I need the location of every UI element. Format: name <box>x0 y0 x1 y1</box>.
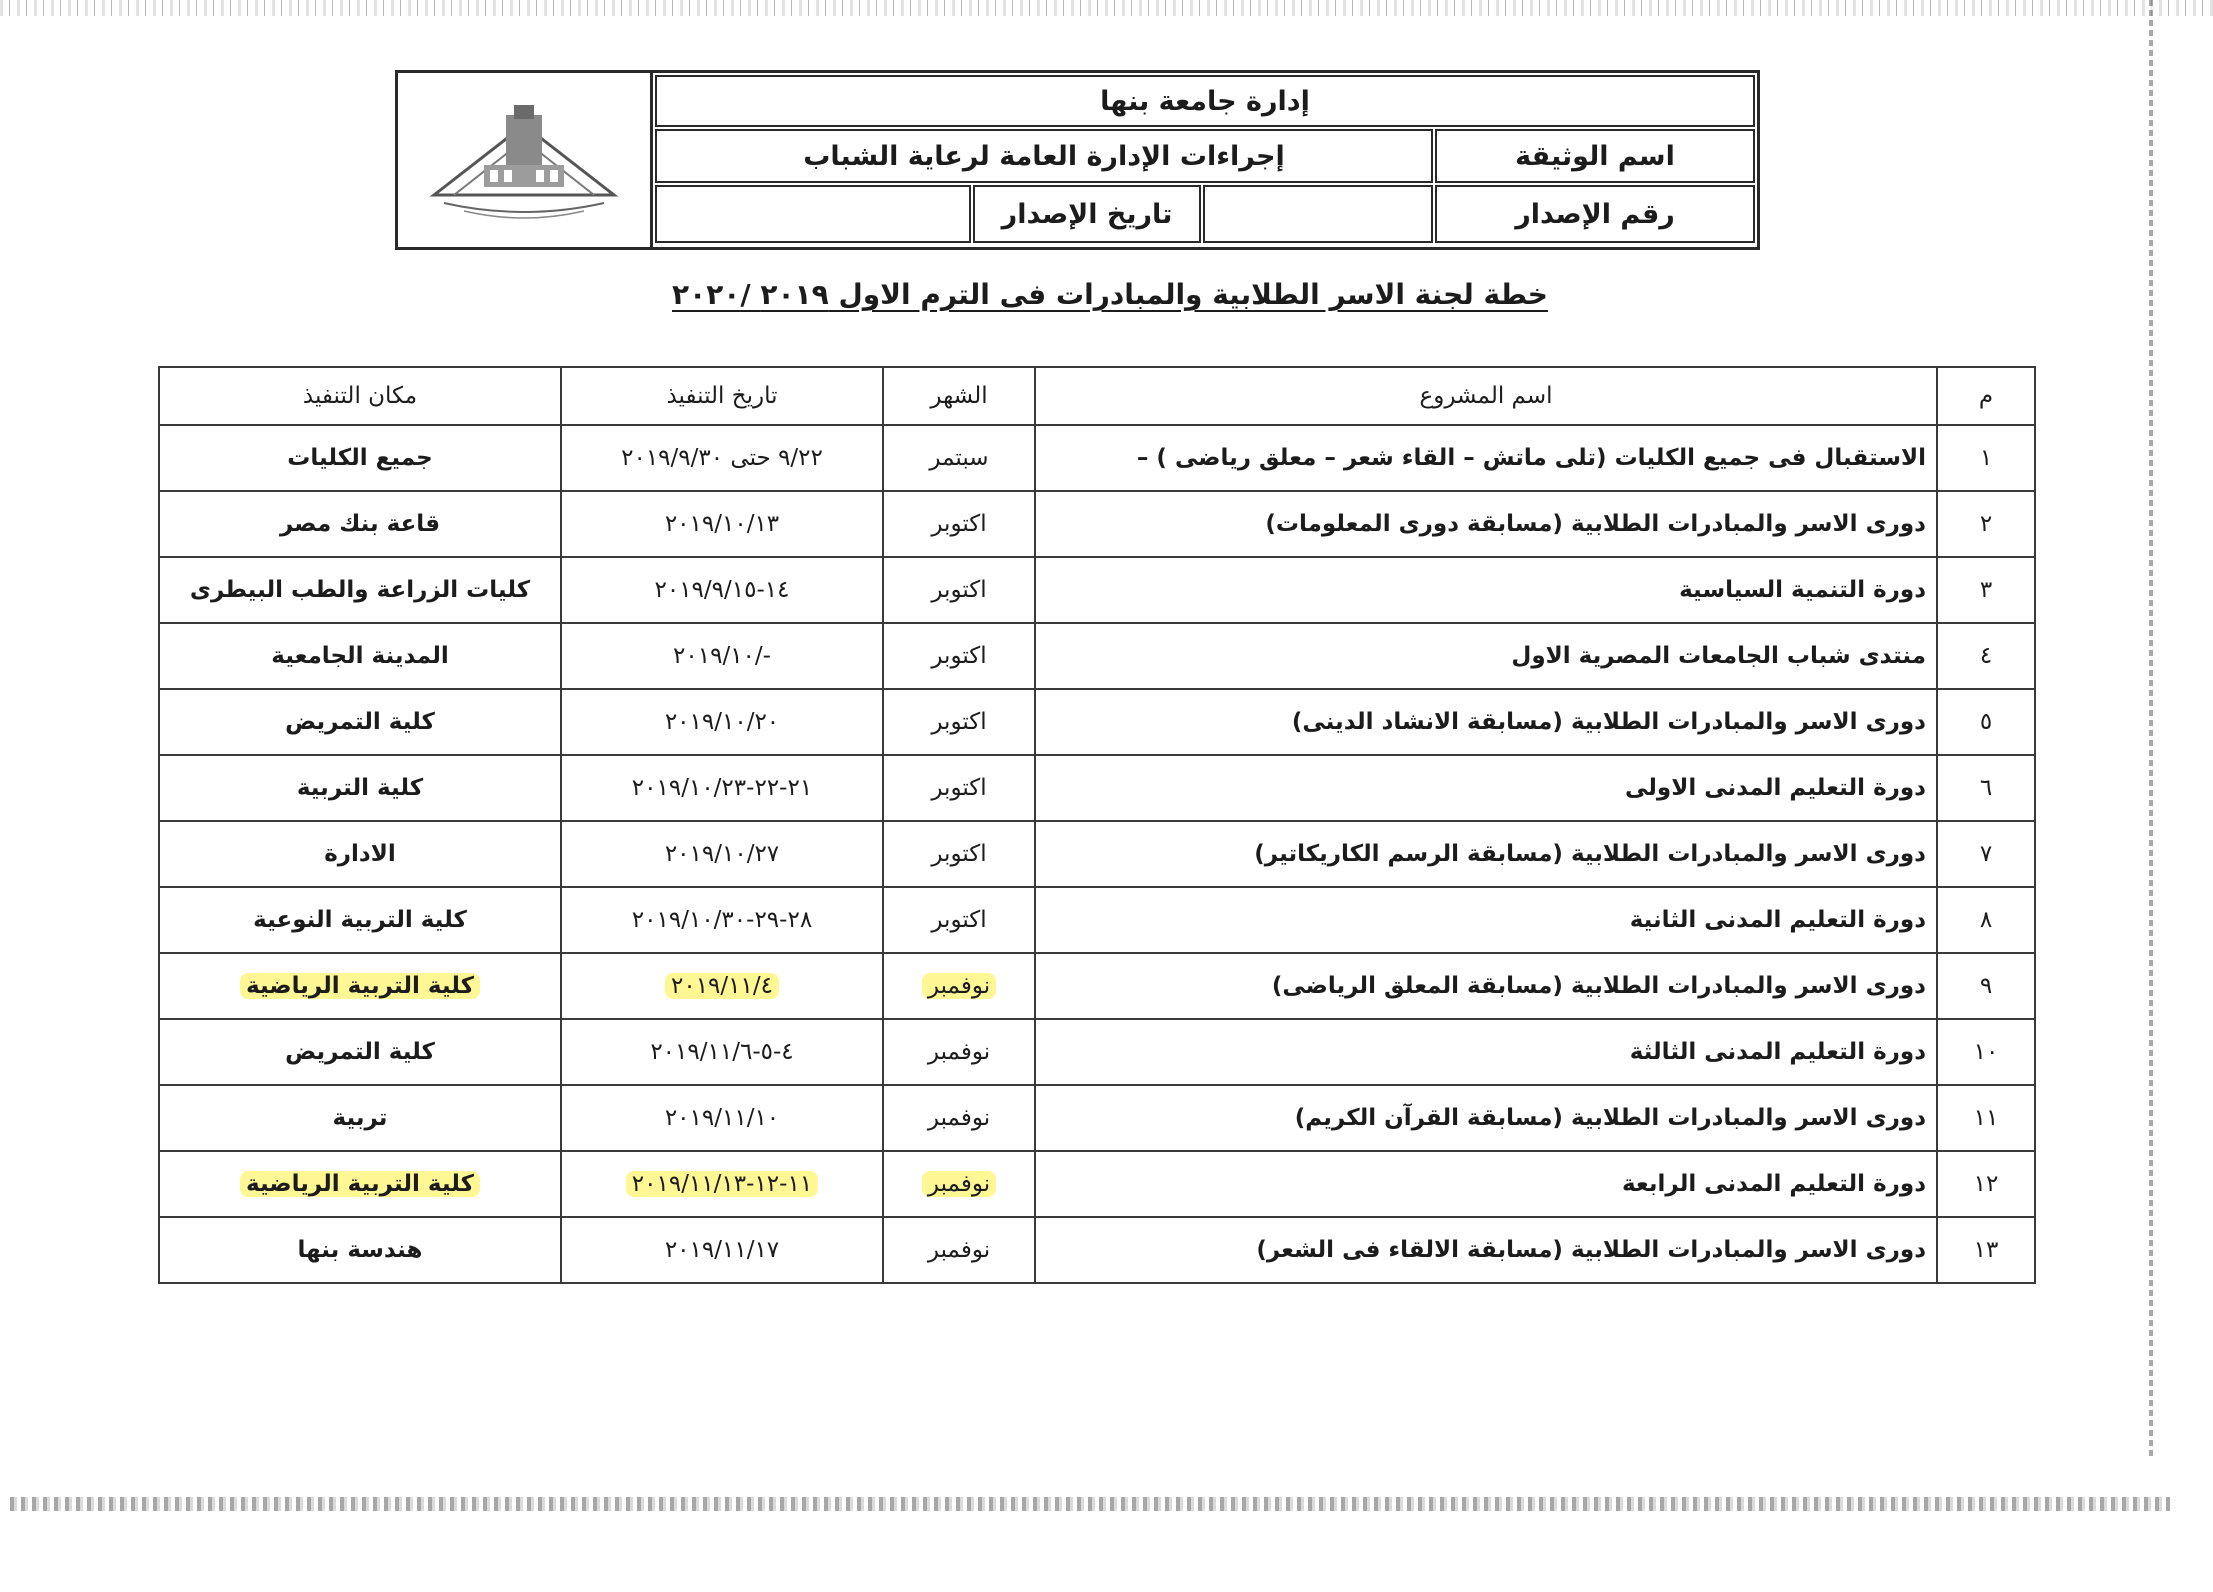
row-project-text: دورى الاسر والمبادرات الطلابية (مسابقة الالقاء فى الشعر) <box>1256 1237 1926 1263</box>
row-num <box>1937 1151 2035 1217</box>
row-num <box>1937 1217 2035 1283</box>
row-num <box>1937 1085 2035 1151</box>
table-row <box>159 689 2035 755</box>
issue-date-label: تاريخ الإصدار <box>973 185 1201 243</box>
org-name: إدارة جامعة بنها <box>655 75 1755 127</box>
row-place <box>159 1085 561 1151</box>
row-month-text: اكتوبر <box>931 577 987 603</box>
row-project <box>1035 623 1937 689</box>
row-project <box>1035 755 1937 821</box>
row-project-text: دورة التعليم المدنى الرابعة <box>1621 1171 1926 1197</box>
row-month-text: سبتمر <box>929 445 989 471</box>
table-row <box>159 491 2035 557</box>
row-month-text: نوفمبر <box>927 1237 991 1263</box>
row-month <box>883 1151 1035 1217</box>
row-num-text: ١١ <box>1973 1105 1999 1131</box>
row-place <box>159 557 561 623</box>
row-num <box>1937 953 2035 1019</box>
row-project-text: منتدى شباب الجامعات المصرية الاول <box>1511 643 1926 669</box>
row-num-text: ١ <box>1979 445 1993 471</box>
row-date-text: -/٢٠١٩/١٠ <box>673 643 771 669</box>
row-date-text: ٢٠١٩/١٠/٢٧ <box>664 841 780 867</box>
doc-name-label: اسم الوثيقة <box>1435 129 1755 183</box>
row-date <box>561 887 883 953</box>
document-header <box>395 70 1760 250</box>
row-project <box>1035 1019 1937 1085</box>
row-project-text: دورة التنمية السياسية <box>1679 577 1926 603</box>
row-place-text: كلية التربية الرياضية <box>240 1171 480 1197</box>
row-date-text: ٩/٢٢ حتى ٢٠١٩/٩/٣٠ <box>621 445 823 471</box>
row-place-text: هندسة بنها <box>297 1237 423 1263</box>
row-num <box>1937 887 2035 953</box>
table-row <box>159 1019 2035 1085</box>
row-month <box>883 1019 1035 1085</box>
row-project <box>1035 887 1937 953</box>
row-date <box>561 491 883 557</box>
row-num-text: ٥ <box>1979 709 1993 735</box>
row-project-text: دورى الاسر والمبادرات الطلابية (مسابقة القرآن الكريم) <box>1294 1105 1926 1131</box>
row-num <box>1937 557 2035 623</box>
row-project <box>1035 557 1937 623</box>
row-month <box>883 1217 1035 1283</box>
row-date <box>561 821 883 887</box>
row-date <box>561 953 883 1019</box>
row-month-text: اكتوبر <box>931 643 987 669</box>
table-row <box>159 1085 2035 1151</box>
row-place <box>159 887 561 953</box>
row-place <box>159 1217 561 1283</box>
row-month <box>883 755 1035 821</box>
row-project <box>1035 953 1937 1019</box>
row-place-text: كلية التربية النوعية <box>253 907 467 933</box>
row-month <box>883 689 1035 755</box>
table-row <box>159 557 2035 623</box>
row-num-text: ٣ <box>1979 577 1993 603</box>
row-place-text: كلية التربية <box>296 775 424 801</box>
row-date <box>561 557 883 623</box>
issue-number-label: رقم الإصدار <box>1435 185 1755 243</box>
row-place <box>159 425 561 491</box>
row-place <box>159 491 561 557</box>
row-date-text: ١١-١٢-٢٠١٩/١١/١٣ <box>626 1171 818 1197</box>
row-date-text: ٢١-٢٢-٢٠١٩/١٠/٢٣ <box>631 775 813 801</box>
row-num-text: ٤ <box>1979 643 1993 669</box>
row-date <box>561 1217 883 1283</box>
row-month-text: اكتوبر <box>931 709 987 735</box>
row-place <box>159 689 561 755</box>
row-month <box>883 557 1035 623</box>
row-month-text: نوفمبر <box>927 1039 991 1065</box>
row-date-text: ٢٠١٩/١٠/٢٠ <box>664 709 780 735</box>
table-row <box>159 623 2035 689</box>
row-num <box>1937 755 2035 821</box>
row-num-text: ٢ <box>1979 511 1993 537</box>
row-place-text: كلية التمريض <box>285 1039 435 1065</box>
row-num-text: ١٠ <box>1973 1039 1999 1065</box>
row-place <box>159 1151 561 1217</box>
row-month <box>883 887 1035 953</box>
header-num: م <box>1937 367 2035 425</box>
row-month-text: اكتوبر <box>931 907 987 933</box>
header-place: مكان التنفيذ <box>159 367 561 425</box>
table-header-row <box>159 367 2035 425</box>
row-date-text: ٢٠١٩/١١/٤ <box>665 973 779 999</box>
row-date <box>561 425 883 491</box>
row-month <box>883 821 1035 887</box>
header-project: اسم المشروع <box>1035 367 1937 425</box>
row-project <box>1035 821 1937 887</box>
row-month-text: اكتوبر <box>931 775 987 801</box>
plan-title: خطة لجنة الاسر الطلابية والمبادرات فى الترم الاول ٢٠١٩ /٢٠٢٠ <box>672 278 1548 311</box>
scan-edge-right <box>2149 0 2153 1460</box>
row-date-text: ١٤-٢٠١٩/٩/١٥ <box>654 577 790 603</box>
row-month-text: نوفمبر <box>922 1171 996 1197</box>
plan-table <box>158 366 2036 1284</box>
row-num <box>1937 491 2035 557</box>
row-place-text: المدينة الجامعية <box>271 643 449 669</box>
row-place-text: تربية <box>332 1105 388 1131</box>
row-project-text: دورة التعليم المدنى الثانية <box>1629 907 1926 933</box>
row-place <box>159 1019 561 1085</box>
row-date-text: ٢٠١٩/١١/١٧ <box>664 1237 780 1263</box>
row-num-text: ١٢ <box>1973 1171 1999 1197</box>
table-row <box>159 755 2035 821</box>
row-num-text: ١٣ <box>1973 1237 1999 1263</box>
doc-name-value: إجراءات الإدارة العامة لرعاية الشباب <box>655 129 1433 183</box>
row-place-text: كلية التمريض <box>285 709 435 735</box>
row-num-text: ٧ <box>1979 841 1993 867</box>
row-place-text: الادارة <box>324 841 396 867</box>
row-num <box>1937 821 2035 887</box>
row-date <box>561 755 883 821</box>
row-num-text: ٦ <box>1979 775 1993 801</box>
table-row <box>159 887 2035 953</box>
row-month-text: اكتوبر <box>931 511 987 537</box>
row-month-text: نوفمبر <box>927 1105 991 1131</box>
row-place <box>159 821 561 887</box>
row-month <box>883 1085 1035 1151</box>
row-date-text: ٢٠١٩/١٠/١٣ <box>664 511 780 537</box>
row-place <box>159 953 561 1019</box>
issue-date-value <box>655 185 971 243</box>
row-project <box>1035 689 1937 755</box>
row-place-text: كلية التربية الرياضية <box>240 973 480 999</box>
row-month <box>883 491 1035 557</box>
row-project <box>1035 1217 1937 1283</box>
table-row <box>159 425 2035 491</box>
row-num-text: ٩ <box>1979 973 1993 999</box>
table-row <box>159 821 2035 887</box>
issue-number-value <box>1203 185 1433 243</box>
row-month <box>883 623 1035 689</box>
scan-edge-bottom <box>10 1497 2170 1511</box>
table-row <box>159 1151 2035 1217</box>
row-month-text: اكتوبر <box>931 841 987 867</box>
row-project <box>1035 491 1937 557</box>
row-place-text: كليات الزراعة والطب البيطرى <box>189 577 531 603</box>
row-num <box>1937 1019 2035 1085</box>
row-place <box>159 755 561 821</box>
table-row <box>159 1217 2035 1283</box>
header-month: الشهر <box>883 367 1035 425</box>
table-row <box>159 953 2035 1019</box>
row-project <box>1035 425 1937 491</box>
row-date-text: ٢٨-٢٩-٢٠١٩/١٠/٣٠ <box>631 907 813 933</box>
row-date <box>561 1085 883 1151</box>
row-place <box>159 623 561 689</box>
row-project-text: الاستقبال فى جميع الكليات (تلى ماتش – القاء شعر – معلق رياضى ) – <box>1136 445 1926 471</box>
row-project <box>1035 1085 1937 1151</box>
row-project-text: دورة التعليم المدنى الاولى <box>1625 775 1926 801</box>
row-month <box>883 425 1035 491</box>
row-place-text: قاعة بنك مصر <box>279 511 441 537</box>
row-project <box>1035 1151 1937 1217</box>
row-date <box>561 1019 883 1085</box>
scan-edge-top <box>0 0 2213 16</box>
benha-university-logo-icon <box>424 95 624 225</box>
row-date-text: ٤-٥-٢٠١٩/١١/٦ <box>650 1039 794 1065</box>
row-date-text: ٢٠١٩/١١/١٠ <box>664 1105 780 1131</box>
row-place-text: جميع الكليات <box>287 445 433 471</box>
row-month-text: نوفمبر <box>922 973 996 999</box>
row-project-text: دورى الاسر والمبادرات الطلابية (مسابقة دورى المعلومات) <box>1265 511 1926 537</box>
row-date <box>561 623 883 689</box>
row-date <box>561 689 883 755</box>
row-month <box>883 953 1035 1019</box>
row-num <box>1937 425 2035 491</box>
row-project-text: دورى الاسر والمبادرات الطلابية (مسابقة الرسم الكاريكاتير) <box>1254 841 1926 867</box>
row-num <box>1937 689 2035 755</box>
row-num-text: ٨ <box>1979 907 1993 933</box>
row-project-text: دورى الاسر والمبادرات الطلابية (مسابقة المعلق الرياضى) <box>1271 973 1926 999</box>
row-project-text: دورى الاسر والمبادرات الطلابية (مسابقة الانشاد الدينى) <box>1291 709 1926 735</box>
row-date <box>561 1151 883 1217</box>
logo-box <box>398 73 653 247</box>
row-project-text: دورة التعليم المدنى الثالثة <box>1629 1039 1926 1065</box>
header-date: تاريخ التنفيذ <box>561 367 883 425</box>
row-num <box>1937 623 2035 689</box>
plan-table-body <box>159 425 2035 1283</box>
